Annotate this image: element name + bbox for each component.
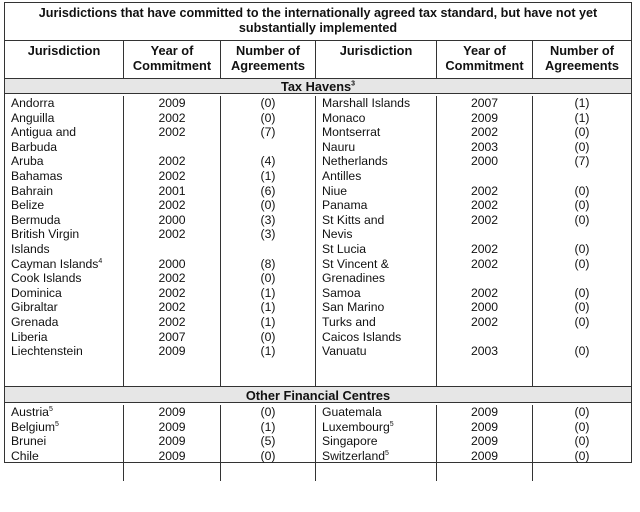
cell-text: St Lucia [322, 241, 367, 256]
th-left-agreements [221, 96, 316, 386]
cell-text: Brunei [11, 434, 47, 449]
th-left-jurisdictions [5, 96, 124, 386]
jurisdiction-cell [322, 315, 436, 330]
year-cell [437, 140, 532, 155]
jurisdiction-cell [322, 420, 436, 435]
year-cell [124, 434, 220, 449]
cell-text: Samoa [322, 285, 361, 300]
cell-text: 2002 [470, 198, 499, 213]
year-cell [437, 434, 532, 449]
cell-text: Anguilla [11, 110, 55, 125]
agreements-cell [533, 271, 631, 286]
cell-text: 2002 [470, 256, 499, 271]
cell-text: Cook Islands [11, 271, 82, 286]
ofc-right-jurisdictions [316, 405, 437, 481]
agreements-cell [221, 242, 315, 257]
cell-text: Marshall Islands [322, 96, 411, 110]
year-cell [437, 242, 532, 257]
ofc-block [5, 403, 631, 481]
jurisdiction-cell [322, 198, 436, 213]
agreements-cell [221, 227, 315, 242]
cell-text: 2001 [158, 183, 186, 198]
ofc-left-jurisdictions [5, 405, 124, 481]
agreements-cell [221, 111, 315, 126]
jurisdiction-cell [322, 227, 436, 242]
cell-text: Belgium [11, 419, 56, 434]
jurisdiction-cell [11, 405, 123, 420]
cell-text: (0) [260, 405, 276, 419]
cell-text: (0) [574, 285, 590, 300]
year-cell [124, 300, 220, 315]
jurisdiction-cell [322, 242, 436, 257]
cell-text: (0) [574, 300, 590, 315]
year-cell [124, 257, 220, 272]
cell-text: (6) [260, 183, 276, 198]
cell-text: Singapore [322, 434, 378, 449]
year-cell [124, 154, 220, 169]
col-header-agreements-left: Number of Agreements [221, 41, 316, 78]
agreements-cell [221, 330, 315, 345]
cell-text: (0) [260, 96, 276, 110]
jurisdiction-cell [11, 184, 123, 199]
cell-text: Panama [322, 198, 368, 213]
cell-text: 2002 [470, 241, 499, 256]
jurisdiction-cell [11, 300, 123, 315]
agreements-cell [221, 198, 315, 213]
footnote-marker: 5 [389, 420, 394, 428]
th-right-jurisdictions [316, 96, 437, 386]
agreements-cell [533, 198, 631, 213]
year-cell [124, 213, 220, 228]
cell-text: (0) [260, 198, 276, 213]
agreements-cell [533, 140, 631, 155]
cell-text: 2002 [158, 285, 186, 300]
cell-text: Antigua and [11, 125, 77, 140]
cell-text: (0) [574, 139, 590, 154]
agreements-cell [221, 271, 315, 286]
agreements-cell [221, 420, 315, 435]
table-title: Jurisdictions that have committed to the internationally agreed tax standard, but have not yet substantially implemented [5, 3, 631, 41]
year-cell [437, 125, 532, 140]
cell-text: Aruba [11, 154, 44, 169]
cell-text: Turks and [322, 314, 376, 329]
jurisdiction-cell [11, 140, 123, 155]
jurisdiction-cell [322, 405, 436, 420]
col-header-year-left: Year of Commitment [124, 41, 221, 78]
jurisdiction-cell [322, 449, 436, 464]
cell-text: 2000 [470, 300, 499, 315]
cell-text: 2007 [158, 329, 186, 344]
cell-text: (0) [574, 125, 590, 140]
th-right-agreements [533, 96, 631, 386]
cell-text: (0) [260, 448, 276, 463]
jurisdiction-cell [322, 344, 436, 359]
cell-text: (3) [260, 227, 276, 242]
cell-text: Bahrain [11, 183, 54, 198]
cell-text: British Virgin [11, 227, 80, 242]
year-cell [437, 198, 532, 213]
cell-text: St Vincent & [322, 256, 389, 271]
cell-text: (1) [260, 419, 276, 434]
year-cell [437, 227, 532, 242]
ofc-left-agreements [221, 405, 316, 481]
cell-text: 2007 [470, 96, 499, 110]
cell-text: Vanuatu [322, 344, 367, 359]
cell-text: (0) [260, 271, 276, 286]
cell-text: 2002 [470, 212, 499, 227]
agreements-cell [533, 449, 631, 464]
agreements-cell [221, 449, 315, 464]
cell-text: 2002 [158, 110, 186, 125]
jurisdiction-cell [11, 449, 123, 464]
jurisdiction-cell [322, 271, 436, 286]
year-cell [437, 184, 532, 199]
cell-text: Caicos Islands [322, 329, 402, 344]
cell-text: (1) [260, 168, 276, 183]
cell-text: Monaco [322, 110, 366, 125]
jurisdiction-cell [322, 96, 436, 111]
agreements-cell [533, 420, 631, 435]
cell-text: 2009 [158, 419, 186, 434]
cell-text: 2009 [158, 344, 186, 359]
cell-text: 2002 [158, 227, 186, 242]
jurisdiction-cell [322, 257, 436, 272]
cell-text: (0) [574, 183, 590, 198]
jurisdiction-cell [322, 140, 436, 155]
jurisdiction-cell [322, 154, 436, 169]
section-label: Tax Havens [280, 79, 352, 94]
year-cell [437, 111, 532, 126]
cell-text: (0) [574, 241, 590, 256]
cell-text: Nevis [322, 227, 353, 242]
year-cell [437, 169, 532, 184]
year-cell [124, 169, 220, 184]
year-cell [437, 449, 532, 464]
jurisdiction-cell [11, 315, 123, 330]
jurisdiction-cell [322, 300, 436, 315]
cell-text: 2000 [470, 154, 499, 169]
year-cell [437, 330, 532, 345]
jurisdiction-cell [322, 213, 436, 228]
agreements-cell [221, 154, 315, 169]
cell-text: (0) [574, 344, 590, 359]
ofc-right-agreements [533, 405, 631, 481]
year-cell [437, 213, 532, 228]
agreements-cell [221, 286, 315, 301]
year-cell [124, 96, 220, 111]
jurisdiction-cell [11, 169, 123, 184]
agreements-cell [221, 184, 315, 199]
cell-text: (4) [260, 154, 276, 169]
agreements-cell [533, 184, 631, 199]
section-other-financial-centres [5, 386, 631, 403]
jurisdiction-cell [11, 125, 123, 140]
cell-text: 2002 [158, 300, 186, 315]
jurisdiction-cell [11, 154, 123, 169]
cell-text: 2009 [470, 405, 499, 419]
cell-text: (1) [260, 285, 276, 300]
cell-text: Cayman Islands [11, 256, 99, 271]
cell-text: (1) [574, 110, 590, 125]
ofc-right-years [437, 405, 533, 481]
jurisdiction-cell [322, 330, 436, 345]
cell-text: Luxembourg [322, 419, 390, 434]
cell-text: 2002 [158, 198, 186, 213]
section-tax-havens [5, 79, 631, 94]
jurisdiction-cell [11, 344, 123, 359]
year-cell [437, 286, 532, 301]
cell-text: 2009 [158, 405, 186, 419]
cell-text: (0) [574, 405, 590, 419]
cell-text: (0) [574, 314, 590, 329]
cell-text: Nauru [322, 139, 356, 154]
jurisdiction-cell [322, 286, 436, 301]
cell-text: (3) [260, 212, 276, 227]
agreements-cell [221, 125, 315, 140]
cell-text: (1) [574, 96, 590, 110]
cell-text: San Marino [322, 300, 385, 315]
cell-text: Islands [11, 241, 50, 256]
jurisdiction-cell [322, 184, 436, 199]
year-cell [124, 420, 220, 435]
cell-text: 2002 [158, 271, 186, 286]
year-cell [437, 271, 532, 286]
cell-text: Guatemala [322, 405, 382, 419]
tax-havens-block [5, 94, 631, 386]
cell-text: 2009 [470, 419, 499, 434]
cell-text: (5) [260, 434, 276, 449]
cell-text: Belize [11, 198, 45, 213]
cell-text: St Kitts and [322, 212, 385, 227]
col-header-year-right: Year of Commitment [437, 41, 533, 78]
jurisdiction-cell [11, 213, 123, 228]
jurisdiction-cell [11, 330, 123, 345]
th-right-years [437, 96, 533, 386]
year-cell [437, 420, 532, 435]
footnote-marker: 5 [385, 449, 389, 457]
year-cell [124, 111, 220, 126]
cell-text: Antilles [322, 168, 362, 183]
year-cell [124, 227, 220, 242]
cell-text: 2002 [470, 125, 499, 140]
year-cell [124, 271, 220, 286]
agreements-cell [221, 257, 315, 272]
col-header-agreements-right: Number of Agreements [545, 43, 619, 73]
cell-text: (0) [574, 256, 590, 271]
cell-text: Bermuda [11, 212, 61, 227]
agreements-cell [533, 213, 631, 228]
year-cell [124, 242, 220, 257]
cell-text: (1) [260, 344, 276, 359]
cell-text: 2000 [158, 256, 186, 271]
cell-text: 2009 [158, 434, 186, 449]
agreements-cell [533, 434, 631, 449]
agreements-cell [533, 286, 631, 301]
cell-text: Grenadines [322, 271, 386, 286]
agreements-cell [221, 300, 315, 315]
cell-text: (0) [574, 419, 590, 434]
cell-text: (7) [574, 154, 590, 169]
jurisdiction-cell [11, 257, 123, 272]
jurisdiction-cell [11, 286, 123, 301]
cell-text: (0) [574, 212, 590, 227]
ofc-left-years [124, 405, 221, 481]
cell-text: Netherlands [322, 154, 388, 169]
agreements-cell [221, 434, 315, 449]
cell-text: 2009 [470, 434, 499, 449]
agreements-cell [221, 169, 315, 184]
jurisdiction-cell [322, 434, 436, 449]
cell-text: (1) [260, 314, 276, 329]
cell-text: Dominica [11, 285, 62, 300]
agreements-cell [533, 405, 631, 420]
cell-text: 2009 [158, 448, 186, 463]
cell-text: 2002 [470, 285, 499, 300]
cell-text: 2003 [470, 344, 499, 359]
cell-text: (0) [260, 110, 276, 125]
year-cell [124, 315, 220, 330]
jurisdiction-cell [11, 242, 123, 257]
document-table [4, 2, 632, 463]
cell-text: 2009 [470, 110, 499, 125]
cell-text: Niue [322, 183, 348, 198]
cell-text: Austria [11, 405, 49, 419]
cell-text: Montserrat [322, 125, 381, 140]
footnote-marker: 3 [351, 80, 356, 88]
agreements-cell [533, 257, 631, 272]
agreements-cell [221, 344, 315, 359]
cell-text: Barbuda [11, 139, 58, 154]
year-cell [124, 330, 220, 345]
cell-text: 2009 [158, 96, 186, 110]
cell-text: 2002 [470, 183, 499, 198]
cell-text: Andorra [11, 96, 55, 110]
year-cell [124, 286, 220, 301]
agreements-cell [533, 242, 631, 257]
agreements-cell [221, 96, 315, 111]
agreements-cell [533, 169, 631, 184]
jurisdiction-cell [11, 434, 123, 449]
cell-text: Liechtenstein [11, 344, 83, 359]
agreements-cell [221, 140, 315, 155]
cell-text: Bahamas [11, 168, 63, 183]
year-cell [437, 405, 532, 420]
jurisdiction-cell [11, 227, 123, 242]
cell-text: 2002 [158, 154, 186, 169]
cell-text: (8) [260, 256, 276, 271]
th-left-years [124, 96, 221, 386]
col-header-jurisdiction-right: Jurisdiction [316, 41, 437, 78]
cell-text: Grenada [11, 314, 59, 329]
cell-text: (0) [260, 329, 276, 344]
year-cell [124, 198, 220, 213]
year-cell [124, 405, 220, 420]
year-cell [437, 315, 532, 330]
jurisdiction-cell [322, 169, 436, 184]
agreements-cell [221, 315, 315, 330]
agreements-cell [221, 213, 315, 228]
col-header-jurisdiction-left: Jurisdiction [5, 41, 124, 78]
jurisdiction-cell [11, 111, 123, 126]
cell-text: 2002 [470, 314, 499, 329]
column-header-row [5, 41, 631, 79]
footnote-marker: 5 [48, 405, 53, 413]
section-label: Other Financial Centres [245, 388, 391, 403]
cell-text: Switzerland [322, 448, 385, 463]
jurisdiction-cell [11, 96, 123, 111]
year-cell [124, 449, 220, 464]
cell-text: 2003 [470, 139, 499, 154]
footnote-marker: 5 [55, 420, 59, 428]
jurisdiction-cell [322, 125, 436, 140]
year-cell [124, 344, 220, 359]
year-cell [124, 140, 220, 155]
cell-text: (1) [260, 300, 276, 315]
cell-text: Liberia [11, 329, 48, 344]
cell-text: (0) [574, 448, 590, 463]
agreements-cell [533, 96, 631, 111]
cell-text: 2002 [158, 314, 186, 329]
cell-text: (0) [574, 434, 590, 449]
year-cell [437, 154, 532, 169]
agreements-cell [533, 300, 631, 315]
agreements-cell [221, 405, 315, 420]
year-cell [437, 344, 532, 359]
cell-text: Chile [11, 448, 39, 463]
year-cell [437, 96, 532, 111]
agreements-cell [533, 154, 631, 169]
year-cell [437, 300, 532, 315]
jurisdiction-cell [11, 198, 123, 213]
footnote-marker: 4 [98, 257, 103, 265]
agreements-cell [533, 125, 631, 140]
cell-text: (7) [260, 125, 276, 140]
agreements-cell [533, 227, 631, 242]
year-cell [124, 184, 220, 199]
cell-text: 2002 [158, 168, 186, 183]
cell-text: 2009 [470, 448, 499, 463]
agreements-cell [533, 344, 631, 359]
agreements-cell [533, 330, 631, 345]
agreements-cell [533, 111, 631, 126]
jurisdiction-cell [11, 420, 123, 435]
cell-text: 2002 [158, 125, 186, 140]
cell-text: 2000 [158, 212, 186, 227]
jurisdiction-cell [11, 271, 123, 286]
year-cell [437, 257, 532, 272]
agreements-cell [533, 315, 631, 330]
cell-text: (0) [574, 198, 590, 213]
jurisdiction-cell [322, 111, 436, 126]
cell-text: Gibraltar [11, 300, 58, 315]
year-cell [124, 125, 220, 140]
